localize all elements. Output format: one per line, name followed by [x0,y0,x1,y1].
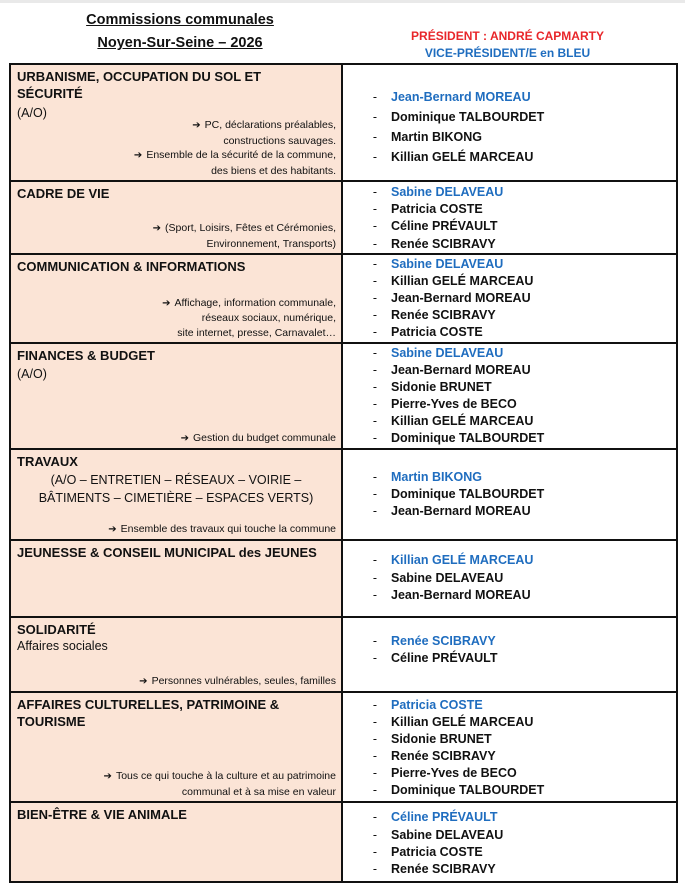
member-item: - Dominique TALBOURDET [372,110,545,124]
member-list [343,632,676,666]
member-item: - Sidonie BRUNET [372,731,492,746]
member-item: - Martin BIKONG [372,130,482,144]
commission-row [10,802,677,882]
arrow-right-icon: ➔ [108,523,117,535]
arrow-right-icon: ➔ [192,120,201,131]
member-item: - Renée SCIBRAVY [372,861,496,876]
member-item: - Renée SCIBRAVY [372,748,496,763]
commission-cell [10,64,342,181]
commissions-table [9,63,678,883]
commission-note: ➔ Affichage, information communale, réseaux sociaux, numérique, site internet, presse, Carnavalet… [162,296,336,339]
member-item: - Renée SCIBRAVY [372,633,496,648]
members-cell [342,617,677,692]
commission-row [10,692,677,802]
commission-row [10,254,677,343]
commission-row [10,64,677,181]
commission-subtitle: (A/O) [17,367,47,381]
commission-name: SOLIDARITÉ [17,622,96,637]
members-cell [342,449,677,540]
members-cell [342,540,677,617]
commission-cell [10,343,342,449]
member-list [343,551,676,603]
member-item: - Renée SCIBRAVY [372,236,496,251]
vice-president-legend: VICE-PRÉSIDENT/E en BLEU [424,46,591,60]
member-item: - Sabine DELAVEAU [372,827,504,842]
member-item: - Pierre-Yves de BECO [372,765,517,780]
commission-note: ➔ Tous ce qui touche à la culture et au patrimoine communal et à sa mise en valeur [103,770,336,798]
commission-name: COMMUNICATION & INFORMATIONS [17,259,246,274]
member-item: - Jean-Bernard MOREAU [372,587,531,602]
member-item: - Dominique TALBOURDET [372,782,545,797]
members-cell [342,802,677,882]
document-subtitle: Noyen-Sur-Seine – 2026 [97,35,263,51]
commission-name: FINANCES & BUDGET [17,348,155,363]
commission-subtitle: (A/O – ENTRETIEN – RÉSEAUX – VOIRIE – BÂTIMENTS – CIMETIÈRE – ESPACES VERTS) [38,473,314,505]
commission-row [10,449,677,540]
member-item: - Jean-Bernard MOREAU [372,90,531,104]
commission-name: TRAVAUX [17,454,78,469]
commission-row [10,540,677,617]
member-item: - Killian GELÉ MARCEAU [372,150,534,164]
document-title: Commissions communales [86,12,274,28]
members-cell [342,64,677,181]
commission-row [10,343,677,449]
commission-cell [10,617,342,692]
commission-note: ➔ PC, déclarations préalables, constructions sauvages. ➔ Ensemble de la sécurité de la commune, des biens et des habitants. [133,119,336,177]
member-item: - Sabine DELAVEAU [372,345,504,360]
arrow-right-icon: ➔ [180,432,189,444]
member-item: - Killian GELÉ MARCEAU [372,714,534,729]
member-list [343,696,676,798]
commission-subtitle: Affaires sociales [17,639,108,653]
member-item: - Patricia COSTE [372,697,483,712]
commission-note: ➔ (Sport, Loisirs, Fêtes et Cérémonies, Environnement, Transports) [152,222,336,250]
commission-cell [10,254,342,343]
commission-cell [10,181,342,254]
commission-name: JEUNESSE & CONSEIL MUNICIPAL des JEUNES [17,545,317,560]
member-item: - Sabine DELAVEAU [372,570,504,585]
commission-name: CADRE DE VIE [17,186,110,201]
commission-name: BIEN-ÊTRE & VIE ANIMALE [17,807,187,822]
commission-cell [10,802,342,882]
member-list [343,344,676,446]
member-item: - Dominique TALBOURDET [372,430,545,445]
arrow-right-icon: ➔ [152,223,162,234]
member-item: - Patricia COSTE [372,324,483,339]
arrow-right-icon: ➔ [162,297,171,309]
commission-row [10,181,677,254]
member-item: - Pierre-Yves de BECO [372,396,517,411]
member-list [343,468,676,519]
member-item: - Dominique TALBOURDET [372,486,545,501]
member-list [343,808,676,877]
member-item: - Renée SCIBRAVY [372,307,496,322]
commission-name: AFFAIRES CULTURELLES, PATRIMOINE & TOURISME [17,697,280,729]
member-item: - Killian GELÉ MARCEAU [372,273,534,288]
member-item: - Martin BIKONG [372,469,482,484]
commission-note: ➔ Personnes vulnérables, seules, familles [139,674,336,687]
member-item: - Jean-Bernard MOREAU [372,290,531,305]
arrow-right-icon: ➔ [139,675,148,687]
commission-cell [10,692,342,802]
members-cell [342,343,677,449]
commission-cell [10,449,342,540]
member-item: - Sidonie BRUNET [372,379,492,394]
member-list [343,87,676,167]
commission-name: URBANISME, OCCUPATION DU SOL ET SÉCURITÉ [17,69,262,101]
member-item: - Céline PRÉVAULT [372,810,498,824]
members-cell [342,692,677,802]
commission-note: ➔ Gestion du budget communale [180,431,336,444]
member-list [343,255,676,340]
member-item: - Killian GELÉ MARCEAU [372,553,534,567]
member-item: - Jean-Bernard MOREAU [372,503,531,518]
top-divider [0,0,685,3]
members-cell [342,181,677,254]
member-item: - Céline PRÉVAULT [372,650,498,665]
arrow-right-icon: ➔ [103,771,112,782]
commission-row [10,617,677,692]
member-item: - Killian GELÉ MARCEAU [372,413,534,428]
arrow-right-icon: ➔ [133,150,143,161]
member-list [343,183,676,253]
president-label: PRÉSIDENT : ANDRÉ CAPMARTY [411,29,604,43]
member-item: - Jean-Bernard MOREAU [372,362,531,377]
commission-subtitle: (A/O) [17,106,47,120]
member-item: - Sabine DELAVEAU [372,184,504,199]
member-item: - Céline PRÉVAULT [372,218,498,233]
member-item: - Patricia COSTE [372,201,483,216]
members-cell [342,254,677,343]
member-item: - Sabine DELAVEAU [372,256,504,271]
member-item: - Patricia COSTE [372,844,483,859]
commission-cell [10,540,342,617]
commission-note: ➔ Ensemble des travaux qui touche la commune [108,522,336,535]
